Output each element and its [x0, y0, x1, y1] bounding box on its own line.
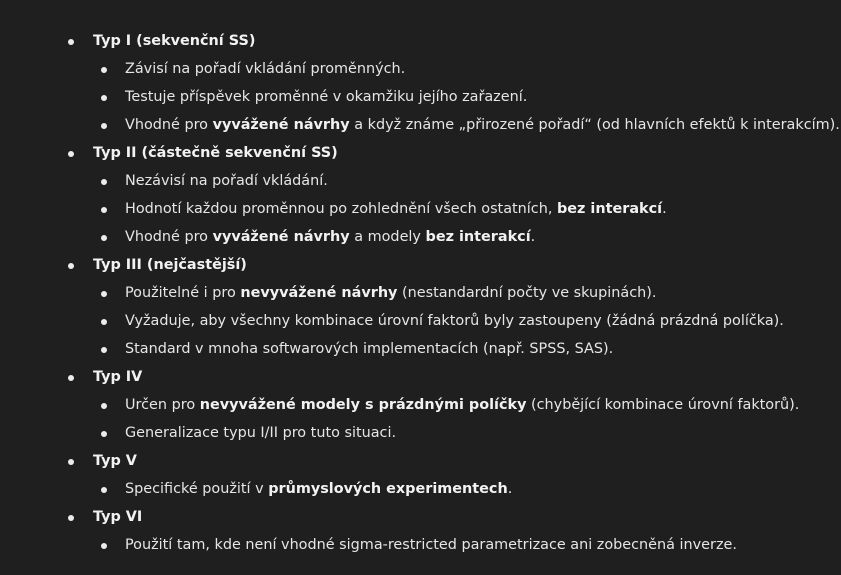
item-text: Určen pro [125, 397, 200, 413]
document-list [0, 27, 841, 559]
list-item [0, 391, 841, 419]
bullet-icon [101, 403, 107, 409]
list-item [0, 531, 841, 559]
list-item [0, 335, 841, 363]
bullet-icon [68, 515, 74, 521]
bullet-icon [68, 375, 74, 381]
list-item [0, 111, 841, 139]
section-title: Typ V [93, 453, 137, 469]
bullet-icon [101, 235, 107, 241]
list-item [0, 195, 841, 223]
section-title: Typ IV [93, 369, 143, 385]
item-text: a když známe „přirozené pořadí“ (od hlavních efektů k interakcím). [349, 117, 840, 133]
item-bold-text: průmyslových experimentech [268, 481, 508, 497]
section-heading [0, 251, 841, 279]
section-heading [0, 447, 841, 475]
list-item [0, 167, 841, 195]
section-title: Typ III (nejčastější) [93, 257, 247, 273]
item-text: Vhodné pro [125, 117, 213, 133]
bullet-icon [101, 207, 107, 213]
bullet-icon [68, 263, 74, 269]
item-text: Testuje příspěvek proměnné v okamžiku jejího zařazení. [125, 89, 528, 105]
bullet-icon [101, 543, 107, 549]
item-text: Použití tam, kde není vhodné sigma-restricted parametrizace ani zobecněná inverze. [125, 537, 737, 553]
list-item [0, 419, 841, 447]
section-title: Typ II (částečně sekvenční SS) [93, 145, 338, 161]
item-text: a modely [349, 229, 426, 245]
section-title: Typ I (sekvenční SS) [93, 33, 256, 49]
list-item [0, 279, 841, 307]
bullet-icon [68, 459, 74, 465]
item-bold-text: bez interakcí [425, 229, 531, 245]
section-heading [0, 139, 841, 167]
item-bold-text: nevyvážené návrhy [240, 285, 398, 301]
item-text: . [530, 229, 536, 245]
item-bold-text: nevyvážené modely s prázdnými políčky [199, 397, 527, 413]
list-item [0, 55, 841, 83]
bullet-icon [101, 123, 107, 129]
item-text: Nezávisí na pořadí vkládání. [125, 173, 328, 189]
list-item [0, 83, 841, 111]
list-item [0, 475, 841, 503]
bullet-icon [101, 431, 107, 437]
item-text: Hodnotí každou proměnnou po zohlednění všech ostatních, [125, 201, 557, 217]
bullet-icon [68, 39, 74, 45]
item-text: Vhodné pro [125, 229, 213, 245]
item-text: . [507, 481, 513, 497]
bullet-icon [68, 151, 74, 157]
item-bold-text: vyvážené návrhy [212, 117, 350, 133]
list-item [0, 307, 841, 335]
section-heading [0, 27, 841, 55]
item-text: (nestandardní počty ve skupinách). [397, 285, 657, 301]
item-text: Standard v mnoha softwarových implementacích (např. SPSS, SAS). [125, 341, 614, 357]
section-heading [0, 503, 841, 531]
item-text: Specifické použití v [125, 481, 269, 497]
bullet-icon [101, 179, 107, 185]
item-text: Generalizace typu I/II pro tuto situaci. [125, 425, 397, 441]
item-text: (chybějící kombinace úrovní faktorů). [526, 397, 800, 413]
item-text: Vyžaduje, aby všechny kombinace úrovní faktorů byly zastoupeny (žádná prázdná políčka). [125, 313, 784, 329]
bullet-icon [101, 95, 107, 101]
bullet-icon [101, 67, 107, 73]
item-text: . [662, 201, 667, 217]
list-item [0, 223, 841, 251]
item-text: Závisí na pořadí vkládání proměnných. [125, 61, 406, 77]
section-heading [0, 363, 841, 391]
item-bold-text: bez interakcí [556, 201, 663, 217]
item-text: Použitelné i pro [125, 285, 241, 301]
item-bold-text: vyvážené návrhy [212, 229, 350, 245]
bullet-icon [101, 347, 107, 353]
bullet-icon [101, 319, 107, 325]
bullet-icon [101, 291, 107, 297]
bullet-icon [101, 487, 107, 493]
section-title: Typ VI [93, 509, 143, 525]
